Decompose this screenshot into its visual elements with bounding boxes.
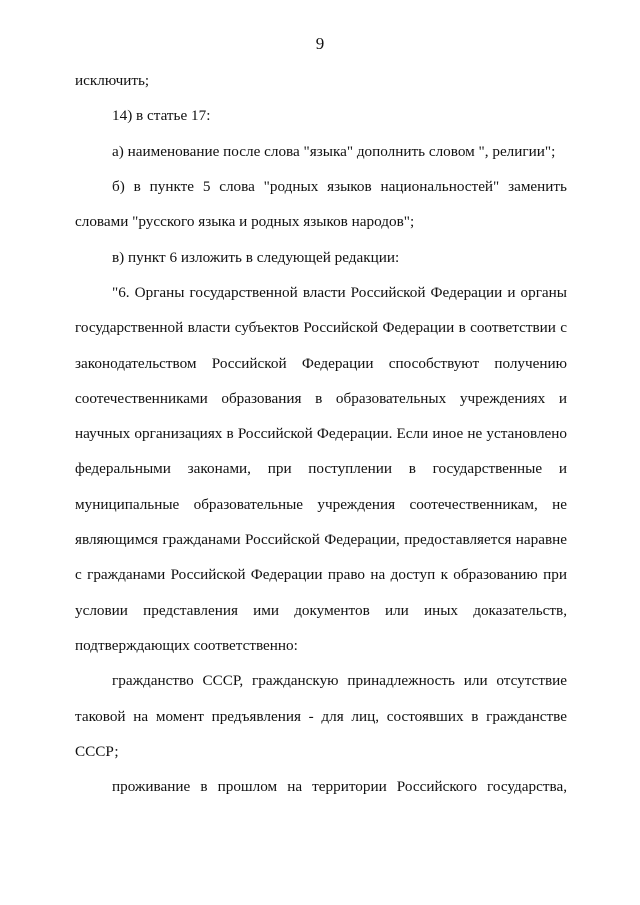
citizenship-paragraph-line: СССР; (75, 743, 119, 760)
quoted-paragraph-line: являющимся гражданами Российской Федерации, предоставляется наравне (75, 531, 567, 548)
text-line: исключить; (75, 72, 150, 89)
citizenship-paragraph-line: таковой на момент предъявления - для лиц, состоявших в гражданстве (75, 708, 567, 725)
quoted-paragraph-line: "6. Органы государственной власти Российской Федерации и органы (112, 284, 567, 301)
quoted-paragraph-line: подтверждающих соответственно: (75, 637, 298, 654)
citizenship-paragraph-line: гражданство СССР, гражданскую принадлежность или отсутствие (112, 672, 567, 689)
item-14-heading: 14) в статье 17: (112, 107, 211, 124)
subitem-v: в) пункт 6 изложить в следующей редакции: (112, 249, 400, 266)
residence-paragraph-line: проживание в прошлом на территории Российского государства, (112, 778, 567, 795)
subitem-b-line-2: словами "русского языка и родных языков народов"; (75, 213, 415, 230)
quoted-paragraph-line: муниципальные образовательные учреждения соотечественникам, не (75, 496, 567, 513)
quoted-paragraph-line: научных организациях в Российской Федерации. Если иное не установлено (75, 425, 567, 442)
quoted-paragraph-line: государственной власти субъектов Российской Федерации в соответствии с (75, 319, 567, 336)
quoted-paragraph-line: законодательством Российской Федерации способствуют получению (75, 355, 567, 372)
quoted-paragraph-line: соотечественниками образования в образовательных учреждениях и (75, 390, 567, 407)
quoted-paragraph-line: федеральными законами, при поступлении в государственные и (75, 460, 567, 477)
subitem-b-line-1: б) в пункте 5 слова "родных языков национальностей" заменить (112, 178, 567, 195)
subitem-a: а) наименование после слова "языка" дополнить словом ", религии"; (112, 143, 556, 160)
quoted-paragraph-line: с гражданами Российской Федерации право на доступ к образованию при (75, 566, 567, 583)
page-number: 9 (315, 34, 325, 53)
quoted-paragraph-line: условии представления ими документов или иных доказательств, (75, 602, 567, 619)
